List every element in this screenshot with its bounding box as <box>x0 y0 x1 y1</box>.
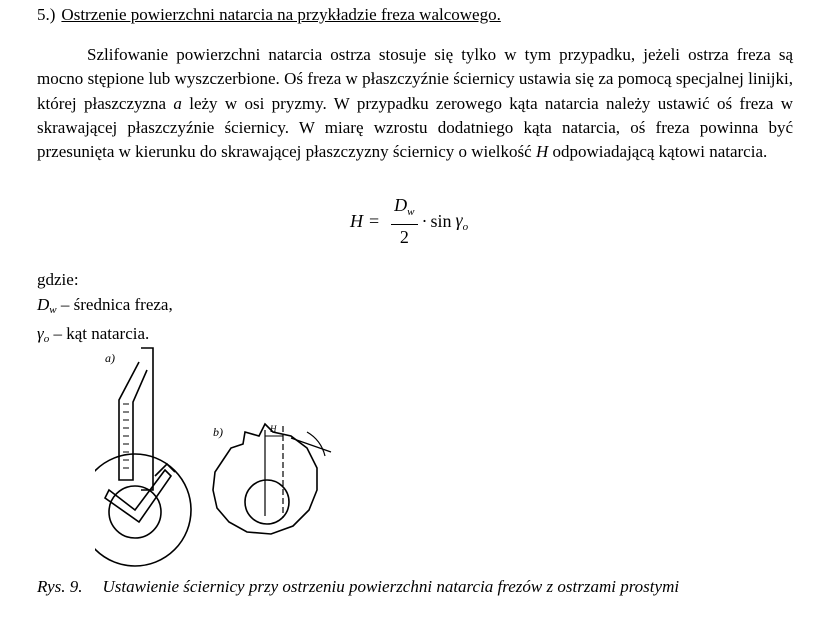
symbol-h: H <box>535 142 549 162</box>
vertical-bar <box>141 348 153 490</box>
tooth-face <box>291 438 331 452</box>
section-title: Ostrzenie powierzchni natarcia na przykładzie freza walcowego. <box>61 5 501 24</box>
paragraph-text-1: Szlifowanie powierzchni natarcia ostrza stosuje się tylko w tym przypadku, jeżeli ostrza freza są mocno stępione lub wyszczerbione. Oś freza w płaszczyźnie ściernicy ustawia się za pomocą specjalnej linijki, której płaszczyzna <box>37 45 793 113</box>
formula-equals: = <box>369 210 380 231</box>
formula-denominator: 2 <box>399 227 409 247</box>
figure-label-h: H <box>270 424 277 434</box>
formula-lhs: H <box>350 210 363 231</box>
paragraph-text-2: leży w osi pryzmy. W przypadku zerowego kąta natarcia należy ustawić oś freza w skrawającej płaszczyźnie ściernicy. W miarę wzrostu dodatniego kąta natarcia, oś freza powinna być przesunięta w kierunku do skrawającej płaszczyzny ściernicy o wielkość <box>37 93 793 162</box>
figure-label-b: b) <box>213 425 223 439</box>
figure-drawing <box>95 340 395 575</box>
wheel-hub-a <box>109 486 161 538</box>
section-number: 5.) <box>37 5 56 24</box>
blade-hatching <box>123 404 129 468</box>
caption-text: Ustawienie ściernicy przy ostrzeniu powierzchni natarcia frezów z ostrzami prostymi <box>102 577 680 596</box>
formula-fraction <box>391 195 417 247</box>
technical-drawing <box>95 340 395 570</box>
paragraph-text-3: odpowiadającą kątowi natarcia. <box>548 142 768 162</box>
formula-dot: · <box>421 210 428 231</box>
definition-item: γo – kąt natarcia. <box>37 324 150 345</box>
definition-item: Dw – średnica freza, <box>37 294 173 316</box>
definitions <box>37 268 173 352</box>
figure-label-a: a) <box>105 351 115 365</box>
body-paragraph <box>37 43 793 164</box>
blade-outline <box>119 362 147 480</box>
section-heading <box>37 5 501 25</box>
symbol-a: a <box>173 93 182 113</box>
formula-gamma: $\gamma_o$ <box>455 209 469 233</box>
formula <box>350 197 468 245</box>
formula-sin: sin <box>430 210 452 231</box>
figure-caption <box>37 577 679 597</box>
definitions-intro: gdzie: <box>37 270 79 289</box>
caption-label: Rys. 9. <box>37 577 83 596</box>
formula-numerator: $D_w$ <box>391 195 417 225</box>
